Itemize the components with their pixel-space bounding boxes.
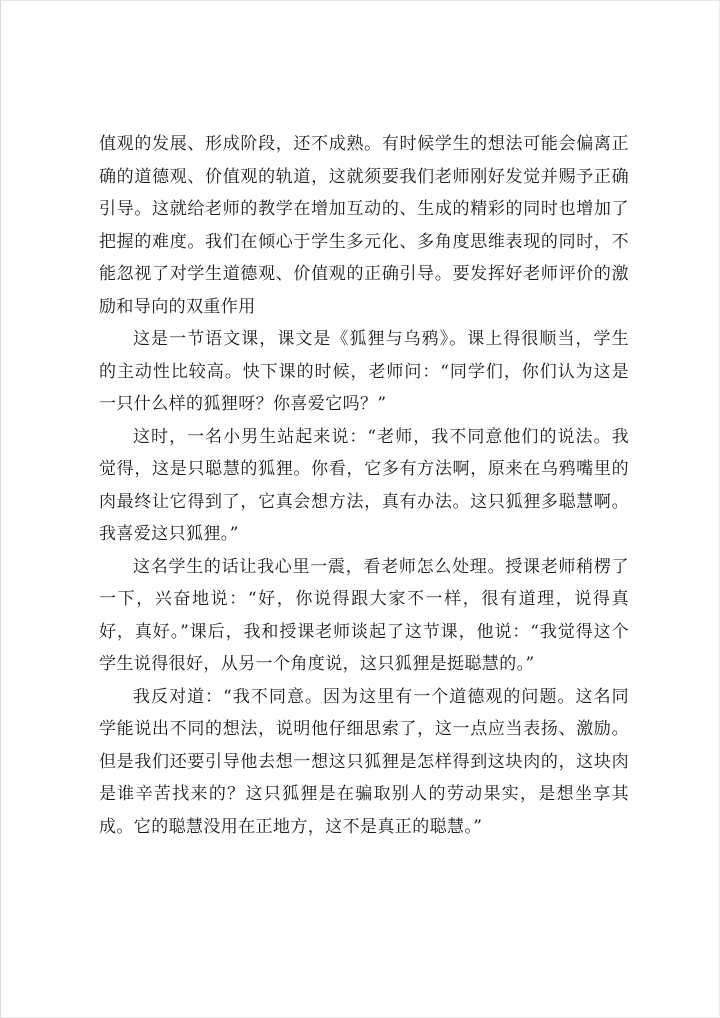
paragraph-2: 这是一节语文课，课文是《狐狸与乌鸦》。课上得很顺当，学生的主动性比较高。快下课的时候，老师问：“同学们，你们认为这是一只什么样的狐狸呀？你喜爱它吗？” — [99, 329, 629, 414]
paragraph-1: 值观的发展、形成阶段，还不成熟。有时候学生的想法可能会偏离正确的道德观、价值观的轨道，这就须要我们老师刚好发觉并赐予正确引导。这就给老师的教学在增加互动的、生成的精彩的同时也增加了把握的难度。我们在倾心于学生多元化、多角度思维表现的同时，不能忽视了对学生道德观、价值观的正确引导。要发挥好老师评价的激励和导向的双重作用 — [99, 134, 629, 317]
paragraph-5: 我反对道：“我不同意。因为这里有一个道德观的问题。这名同学能说出不同的想法，说明他仔细思索了，这一点应当表扬、激励。但是我们还要引导他去想一想这只狐狸是怎样得到这块肉的，这块肉是谁辛苦找来的？这只狐狸是在骗取别人的劳动果实，是想坐享其成。它的聪慧没用在正地方，这不是真正的聪慧。” — [99, 686, 629, 837]
paragraph-3: 这时，一名小男生站起来说：“老师，我不同意他们的说法。我觉得，这是只聪慧的狐狸。你看，它多有方法啊，原来在乌鸦嘴里的肉最终让它得到了，它真会想方法，真有办法。这只狐狸多聪慧啊。我喜爱这只狐狸。” — [99, 426, 629, 544]
paragraph-4: 这名学生的话让我心里一震，看老师怎么处理。授课老师稍楞了一下，兴奋地说：“好，你说得跟大家不一样，很有道理，说得真好，真好。”课后，我和授课老师谈起了这节课，他说：“我觉得这个学生说得很好，从另一个角度说，这只狐狸是挺聪慧的。” — [99, 556, 629, 674]
document-body — [99, 128, 629, 843]
